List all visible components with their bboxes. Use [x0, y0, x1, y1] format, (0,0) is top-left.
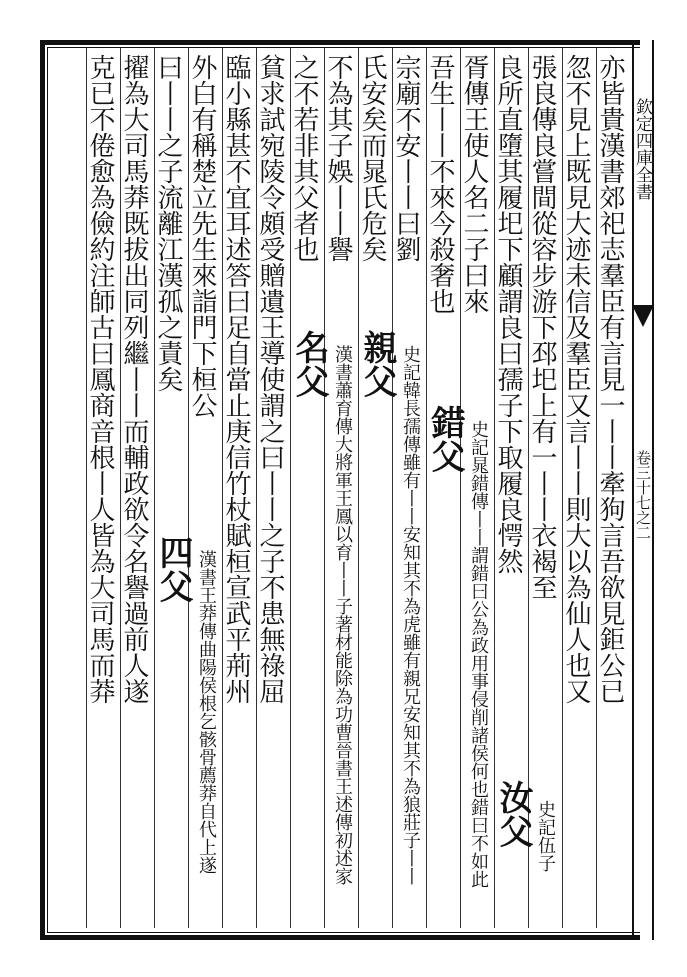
- text-column-12: [222, 48, 256, 928]
- entry-note-8: [330, 345, 353, 925]
- column-text: 忽不見上既見大迹未信及羣臣又言丨丨則大以為仙人也又: [561, 54, 591, 704]
- column-text: 良所直墮其履圯下顧謂良曰孺子下取履良愕然: [493, 54, 523, 574]
- entry-note: 史記韓長孺傳雖有丨丨安知其不為虎雖有親兄安知其不為狼莊子丨丨: [400, 345, 421, 885]
- column-text: 吾生丨丨不來今殺奢也: [425, 54, 455, 314]
- margin-band: [632, 40, 654, 940]
- entry-note: 史記晁錯傳丨丨謂錯曰公為政用事侵削諸侯何也錯曰不如此: [468, 420, 489, 888]
- column-text: 外白有稱楚立先生來詣門下桓公: [187, 54, 217, 418]
- entry-note-2: [534, 800, 554, 930]
- entry-heading: 名父: [289, 330, 329, 398]
- column-text: 宗廟不安丨丨曰劉: [391, 54, 421, 262]
- entry-note-6: [398, 345, 421, 925]
- text-column-8: [358, 48, 392, 928]
- column-text: 亦皆貴漢書郊祀志羣臣有言見一丨丨牽狗言吾欲見鉅公已: [595, 54, 625, 704]
- entry-note: 漢書蕭育傳大將軍王鳳以育丨丨子著材能除為功曹晉書王述傳初述家: [332, 345, 353, 885]
- entry-note: 漢書王莽傳曲陽侯根乞骸骨薦莽自代上遂: [196, 550, 217, 874]
- entry-note-4: [466, 420, 489, 920]
- column-text: 貧求試宛陵令頗受贈遺王導使謂之曰丨丨之子不患無祿屈: [255, 54, 285, 704]
- text-column-16: [86, 48, 120, 928]
- entry-heading: 親父: [357, 330, 397, 398]
- entry-heading: 四父: [153, 535, 193, 603]
- text-column-14: [154, 48, 188, 928]
- entry-heading-6: [357, 330, 398, 400]
- margin-volume: 卷三十七之二: [634, 450, 652, 540]
- entry-heading-8: [289, 330, 330, 400]
- column-text: 擢為大司馬莽既拔出同列繼丨丨而輔政欲令名譽過前人遂: [119, 54, 149, 704]
- entry-heading: 錯父: [425, 405, 465, 473]
- column-text: 不為其子娛丨丨譽: [323, 54, 353, 262]
- entry-heading-4: [425, 405, 466, 475]
- entry-note: 史記伍子: [535, 800, 556, 872]
- column-text: 胥傳王使人名二子曰來: [459, 54, 489, 314]
- text-column-10: [290, 48, 324, 928]
- text-column-1: [596, 48, 630, 928]
- text-column-6: [426, 48, 460, 928]
- text-column-11: [256, 48, 290, 928]
- text-column-15: [120, 48, 154, 928]
- column-text: 張良傳良嘗間從容步游下邳圯上有一丨丨衣褐至: [527, 54, 557, 600]
- column-text: 之不若非其父者也: [289, 54, 319, 262]
- column-text: 克已不倦愈為儉約注師古曰鳳商音根丨人皆為大司馬而莽: [85, 54, 115, 704]
- text-column-2: [562, 48, 596, 928]
- entry-heading: 汝父: [493, 780, 533, 848]
- column-text: 曰丨丨之子流離江漢孤之責矣: [153, 54, 183, 392]
- fish-tail-mark: [632, 305, 654, 327]
- entry-heading-13: [153, 535, 194, 605]
- entry-note-13: [194, 550, 217, 920]
- entry-heading-2: [493, 780, 534, 930]
- column-text: 臨小縣甚不宜耳述答曰足自當止庚信竹杖賦桓宣武平荊州: [221, 54, 251, 704]
- margin-title: 欽定四庫全書: [632, 98, 652, 200]
- column-text: 氏安矣而晁氏危矣: [357, 54, 387, 262]
